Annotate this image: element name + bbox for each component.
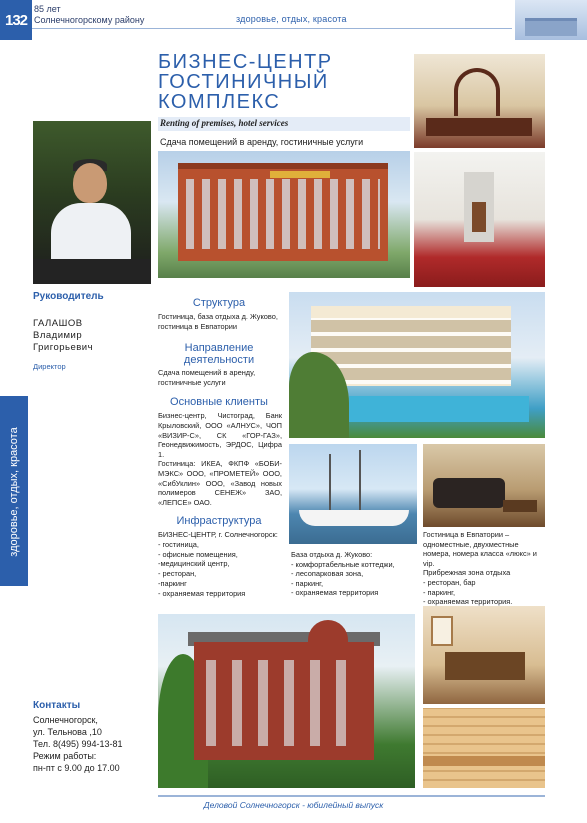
title-line-1: БИЗНЕС-ЦЕНТР — [158, 51, 333, 73]
header-photo — [515, 0, 587, 40]
footer-divider — [158, 795, 545, 797]
list-item: -медицинский центр, — [158, 559, 230, 569]
footer-text: Деловой Солнечногорск - юбилейный выпуск — [203, 800, 384, 810]
lobby-photo — [414, 54, 545, 148]
section-side-tab-label: здоровье, отдых, красота — [8, 427, 20, 557]
contacts-label: Контакты — [33, 700, 81, 711]
list-item: - охраняемая территория — [158, 588, 246, 598]
director-photo — [33, 121, 151, 284]
leader-surname: ГАЛАШОВ — [33, 318, 83, 329]
anniversary-line-1: 85 лет — [34, 4, 61, 14]
contacts-hours-label: Режим работы: — [33, 751, 97, 761]
list-item: - паркинг, — [291, 578, 324, 588]
evpatoria-intro: Гостиница в Евпатории – одноместные, двухместные номера, номера класса «люкс» и vip. — [423, 530, 537, 568]
contacts-phone: Тел. 8(495) 994-13-81 — [33, 739, 123, 749]
leader-first-name: Владимир — [33, 330, 83, 341]
leader-patronymic: Григорьевич — [33, 342, 94, 353]
page-number: 132 — [0, 0, 32, 40]
business-center-photo — [158, 151, 410, 278]
list-item: - охраняемая территория. — [423, 597, 513, 607]
title-line-2: ГОСТИНИЧНЫЙ — [158, 71, 329, 93]
evpatoria-caption — [423, 530, 545, 607]
zhukovo-caption — [291, 550, 417, 598]
contacts-hours: пн-пт с 9.00 до 17.00 — [33, 763, 120, 773]
corridor-photo — [414, 152, 545, 287]
anniversary-line-2: Солнечногорскому району — [34, 15, 145, 25]
infrastructure-list — [158, 530, 282, 599]
activity-text: Сдача помещений в аренду, гостиничные услуги — [158, 368, 256, 387]
list-item: -паркинг — [158, 578, 187, 588]
leader-role: Директор — [33, 362, 66, 371]
marina-photo — [289, 444, 417, 544]
section-title: здоровье, отдых, красота — [236, 14, 347, 24]
activity-heading-line-2: деятельности — [183, 354, 255, 366]
list-item: - ресторан, — [158, 569, 197, 579]
zhukovo-cottage-photo — [158, 614, 415, 788]
zhukovo-intro: База отдыха д. Жуково: — [291, 550, 373, 559]
title-line-3: КОМПЛЕКС — [158, 91, 281, 113]
activity-heading — [158, 342, 280, 366]
leader-name — [33, 318, 93, 354]
hotel-room-photo — [423, 444, 545, 527]
clients-text-business-center: Бизнес-центр, Чистоград, Банк Крыловский, ООО «АЛНУС», ЧОП «ВИЗИР-С», СК «ГОР-ГАЗ», Геонедвижимость, ЭРДОС, Цифра 1. — [158, 411, 282, 460]
list-item: - гостиница, — [158, 539, 199, 549]
header-divider — [32, 28, 512, 29]
anniversary-caption — [34, 4, 144, 26]
sauna-photo — [423, 708, 545, 788]
list-item: - ресторан, бар — [423, 577, 476, 587]
clients-heading: Основные клиенты — [170, 396, 268, 408]
list-item: - офисные помещения, — [158, 549, 238, 559]
structure-heading: Структура — [192, 297, 246, 309]
list-item: - лесопарковая зона, — [291, 569, 364, 579]
evpatoria-hotel-photo — [289, 292, 545, 438]
subtitle-russian: Сдача помещений в аренду, гостиничные услуги — [160, 137, 364, 147]
leader-label: Руководитель — [33, 291, 104, 302]
contacts-block — [33, 714, 123, 774]
list-item: - комфортабельные коттеджи, — [291, 559, 395, 569]
dining-room-photo — [423, 606, 545, 704]
contacts-city: Солнечногорск, — [33, 715, 98, 725]
article-title — [158, 52, 408, 112]
infrastructure-heading: Инфраструктура — [176, 515, 262, 527]
structure-text: Гостиница, база отдыха д. Жуково, гостиница в Евпатории — [158, 312, 278, 331]
contacts-street: ул. Тельнова ,10 — [33, 727, 102, 737]
clients-text-hotel: Гостиница: ИКЕА, ФКПФ «БОБИ-МЭКС» ООО, «ПРОМЕТЕЙ» ООО, «СибУклин» ООО, «Завод новых полимеров СЕНЕЖ» ЗАО, «ЛЕПСЕ» ОАО. — [158, 459, 282, 508]
infrastructure-intro: БИЗНЕС-ЦЕНТР, г. Солнечногорск: — [158, 530, 278, 539]
page-header — [0, 0, 587, 40]
list-item: - охраняемая территория — [291, 588, 379, 598]
evpatoria-zone: Прибрежная зона отдыха — [423, 568, 511, 578]
subtitle-english: Renting of premises, hotel services — [160, 118, 289, 128]
activity-heading-line-1: Направление — [184, 342, 254, 354]
list-item: - паркинг, — [423, 587, 456, 597]
